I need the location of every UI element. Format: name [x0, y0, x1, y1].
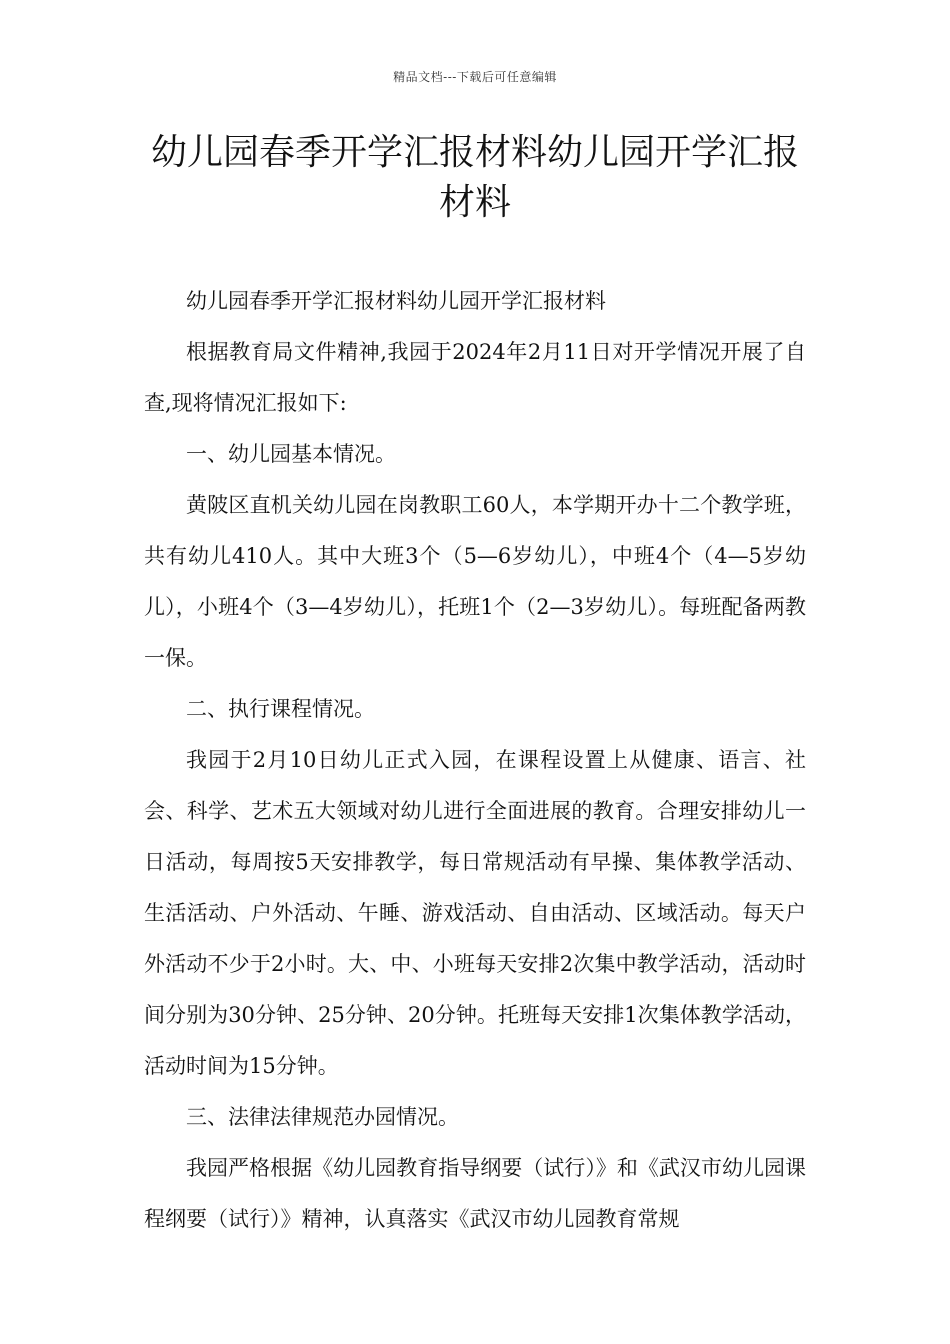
document-title: 幼儿园春季开学汇报材料幼儿园开学汇报材料 [150, 132, 799, 223]
header-note: 精品文档---下载后可任意编辑 [393, 70, 557, 84]
section-heading-regulation: 三、法律法律规范办园情况。 [186, 1105, 459, 1129]
paragraph-intro: 根据教育局文件精神,我园于2024年2月11日对开学情况开展了自查,现将情况汇报如下: [144, 340, 806, 415]
section-heading-curriculum: 二、执行课程情况。 [186, 697, 375, 721]
document-body [144, 276, 806, 1245]
paragraph-regulation: 我园严格根据《幼儿园教育指导纲要（试行）》和《武汉市幼儿园课程纲要（试行）》精神，认真落实《武汉市幼儿园教育常规 [144, 1156, 806, 1231]
paragraph-basic-info: 黄陂区直机关幼儿园在岗教职工60人，本学期开办十二个教学班，共有幼儿410人。其中大班3个（5—6岁幼儿），中班4个（4—5岁幼儿），小班4个（3—4岁幼儿），托班1个（2—3岁幼儿）。每班配备两教一保。 [144, 493, 806, 670]
section-heading-basic-info: 一、幼儿园基本情况。 [186, 442, 396, 466]
paragraph-subtitle: 幼儿园春季开学汇报材料幼儿园开学汇报材料 [186, 289, 606, 313]
paragraph-curriculum: 我园于2月10日幼儿正式入园，在课程设置上从健康、语言、社会、科学、艺术五大领域对幼儿进行全面进展的教育。合理安排幼儿一日活动，每周按5天安排教学，每日常规活动有早操、集体教学活动、生活活动、户外活动、午睡、游戏活动、自由活动、区域活动。每天户外活动不少于2小时。大、中、小班每天安排2次集中教学活动，活动时间分别为30分钟、25分钟、20分钟。托班每天安排1次集体教学活动，活动时间为15分钟。 [144, 748, 806, 1078]
